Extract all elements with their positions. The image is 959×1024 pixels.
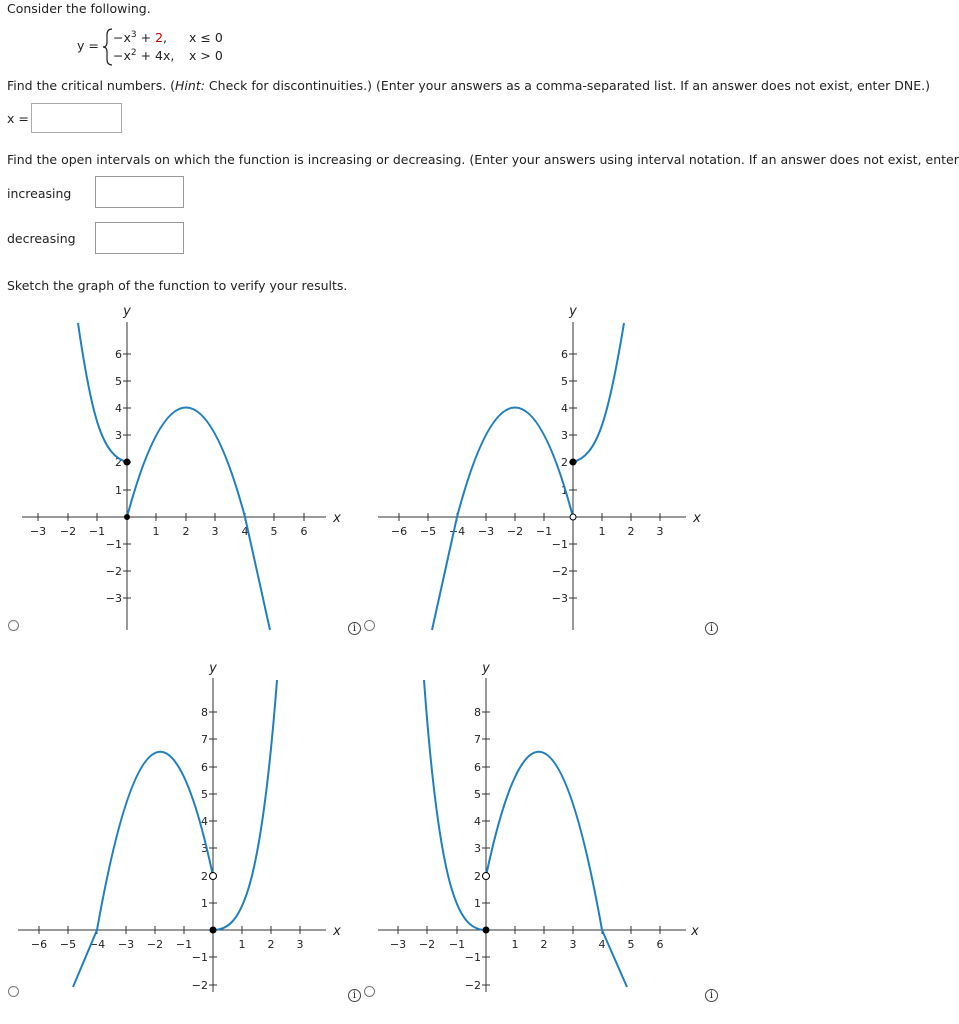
x-tick-label: 6 xyxy=(300,525,308,538)
x-tick-label: −5 xyxy=(59,938,77,951)
y-tick-label: −3 xyxy=(105,592,122,605)
closed-point xyxy=(483,927,490,934)
y-tick-label: −1 xyxy=(551,538,568,551)
y-tick-label: 6 xyxy=(561,348,568,361)
x-tick-label: −6 xyxy=(390,525,408,538)
q1-instructions xyxy=(7,78,930,93)
info-icon[interactable]: i xyxy=(348,622,361,635)
x-tick-label: −1 xyxy=(175,938,193,951)
function-lhs: y = xyxy=(77,38,99,53)
y-tick-label: −1 xyxy=(464,951,481,964)
q1-label: x = xyxy=(7,111,29,126)
x-tick-label: −1 xyxy=(448,938,466,951)
y-tick-label: 1 xyxy=(201,897,208,910)
y-tick-label: 7 xyxy=(201,733,208,746)
x-tick-label: 5 xyxy=(270,525,278,538)
x-tick-label: −3 xyxy=(389,938,407,951)
piece1-exponent: 3 xyxy=(130,30,137,40)
y-tick-labels xyxy=(106,348,122,605)
y-tick-label: −3 xyxy=(551,592,568,605)
y-tick-label: 6 xyxy=(201,761,208,774)
radio-option-a[interactable] xyxy=(8,620,19,631)
y-tick-label: 4 xyxy=(115,402,122,415)
y-tick-label: 2 xyxy=(474,870,481,883)
x-axis-label: x xyxy=(333,511,341,526)
y-tick-label: −2 xyxy=(105,565,122,578)
info-icon[interactable]: i xyxy=(348,989,361,1002)
x-tick-label: 1 xyxy=(238,938,246,951)
x-tick-labels xyxy=(31,938,304,951)
curve-right-branch xyxy=(127,408,270,631)
y-tick-label: 5 xyxy=(201,788,208,801)
closed-point xyxy=(570,459,577,466)
x-tick-label: 2 xyxy=(182,525,190,538)
piece1-condition: x ≤ 0 xyxy=(189,30,223,45)
y-axis-label: y xyxy=(123,304,131,319)
piece2-condition: x > 0 xyxy=(189,48,223,63)
increasing-label: increasing xyxy=(7,186,72,201)
y-tick-label: 8 xyxy=(474,706,481,719)
y-tick-label: −2 xyxy=(191,979,208,992)
increasing-input[interactable] xyxy=(95,176,184,208)
radio-option-d[interactable] xyxy=(364,986,375,997)
x-tick-label: −1 xyxy=(535,525,553,538)
decreasing-input[interactable] xyxy=(95,222,184,254)
y-tick-label: 4 xyxy=(474,815,481,828)
x-tick-label: 2 xyxy=(627,525,635,538)
y-tick-label: 4 xyxy=(561,402,568,415)
piece1-constant: 2 xyxy=(155,30,164,46)
piece1-base: −x xyxy=(113,30,131,46)
x-tick-labels xyxy=(30,525,308,538)
x-tick-label: −3 xyxy=(477,525,495,538)
y-tick-label: 5 xyxy=(474,788,481,801)
graph-option-c xyxy=(0,655,360,995)
open-point xyxy=(570,514,576,520)
curve-right-branch xyxy=(573,323,624,462)
decreasing-label: decreasing xyxy=(7,231,76,246)
piece1-expression xyxy=(113,30,167,45)
y-tick-label: 8 xyxy=(201,706,208,719)
curve-right-branch xyxy=(213,680,277,930)
open-point xyxy=(483,873,490,880)
closed-point xyxy=(210,927,217,934)
radio-option-b[interactable] xyxy=(364,620,375,631)
x-axis-label: x xyxy=(693,511,701,526)
piece2-rest: + 4x, xyxy=(140,48,175,64)
y-tick-label: −2 xyxy=(464,979,481,992)
q3-instructions: Sketch the graph of the function to verify your results. xyxy=(7,278,348,293)
x-tick-label: −2 xyxy=(418,938,436,951)
y-tick-label: 2 xyxy=(115,456,122,469)
piece1-plus: + xyxy=(140,30,152,46)
y-tick-label: 2 xyxy=(201,870,208,883)
y-tick-label: −1 xyxy=(191,951,208,964)
y-tick-label: 3 xyxy=(561,429,568,442)
y-tick-label: 5 xyxy=(115,375,122,388)
x-tick-label: 2 xyxy=(267,938,275,951)
piece2-exponent: 2 xyxy=(130,48,137,58)
x-tick-label: −2 xyxy=(59,525,77,538)
y-tick-label: 6 xyxy=(115,348,122,361)
x-tick-label: −4 xyxy=(88,938,106,951)
origin-point xyxy=(124,514,130,520)
x-tick-label: 3 xyxy=(211,525,219,538)
y-axis-label: y xyxy=(209,661,217,676)
critical-numbers-input[interactable] xyxy=(31,103,122,133)
x-tick-label: −1 xyxy=(88,525,106,538)
radio-option-c[interactable] xyxy=(8,986,19,997)
y-tick-label: 1 xyxy=(115,484,122,497)
x-tick-label: −2 xyxy=(146,938,164,951)
y-tick-label: 6 xyxy=(474,761,481,774)
y-tick-label: 1 xyxy=(474,897,481,910)
q2-instructions: Find the open intervals on which the function is increasing or decreasing. (Enter your answers using interval notation. If an answer does not exist, enter xyxy=(7,152,959,167)
x-tick-label: 1 xyxy=(598,525,606,538)
q1-hint: Hint: xyxy=(175,78,205,93)
x-tick-label: −2 xyxy=(506,525,524,538)
y-tick-label: −1 xyxy=(105,538,122,551)
y-axis-label: y xyxy=(569,304,577,319)
y-tick-labels xyxy=(192,706,208,992)
y-tick-label: −2 xyxy=(551,565,568,578)
piece2-base: −x xyxy=(113,48,131,64)
piece2-expression xyxy=(113,48,174,63)
x-tick-label: 1 xyxy=(152,525,160,538)
x-tick-label: −5 xyxy=(419,525,437,538)
x-tick-label: 1 xyxy=(511,938,519,951)
x-tick-label: −3 xyxy=(117,938,135,951)
x-tick-label: 5 xyxy=(627,938,635,951)
y-tick-label: 3 xyxy=(115,429,122,442)
x-tick-label: 6 xyxy=(656,938,664,951)
x-tick-label: −3 xyxy=(29,525,47,538)
y-tick-label: 5 xyxy=(561,375,568,388)
x-axis-label: x xyxy=(333,924,341,939)
open-point xyxy=(210,873,217,880)
q1-text-prefix: Find the critical numbers. ( xyxy=(7,78,176,93)
prompt-text: Consider the following. xyxy=(7,1,151,16)
y-tick-label: 1 xyxy=(561,484,568,497)
x-tick-label: 2 xyxy=(540,938,548,951)
y-tick-label: 3 xyxy=(474,842,481,855)
x-tick-label: −4 xyxy=(448,525,466,538)
y-tick-labels xyxy=(465,706,481,992)
info-icon[interactable]: i xyxy=(705,989,718,1002)
graph-option-a xyxy=(0,300,360,635)
x-tick-label: −6 xyxy=(30,938,48,951)
piece1-comma: , xyxy=(163,30,167,46)
x-tick-label: 4 xyxy=(598,938,606,951)
y-tick-label: 3 xyxy=(201,842,208,855)
x-tick-label: 3 xyxy=(656,525,664,538)
x-tick-label: 4 xyxy=(241,525,249,538)
q1-text-suffix: Check for discontinuities.) (Enter your answers as a comma-separated list. If an answer does not exist, enter DNE.) xyxy=(204,78,930,93)
closed-point xyxy=(124,459,131,466)
graph-option-d xyxy=(370,655,700,995)
x-tick-label: 3 xyxy=(569,938,577,951)
x-tick-labels xyxy=(391,525,664,538)
y-tick-label: 7 xyxy=(474,733,481,746)
x-axis-label: x xyxy=(691,924,699,939)
x-tick-labels xyxy=(390,938,664,951)
curve-right-branch xyxy=(486,752,627,987)
y-axis-label: y xyxy=(482,661,490,676)
y-tick-labels xyxy=(552,348,568,605)
info-icon[interactable]: i xyxy=(705,622,718,635)
x-tick-label: 3 xyxy=(296,938,304,951)
y-tick-label: 2 xyxy=(561,456,568,469)
graph-option-b xyxy=(370,300,700,635)
y-tick-label: 4 xyxy=(201,815,208,828)
